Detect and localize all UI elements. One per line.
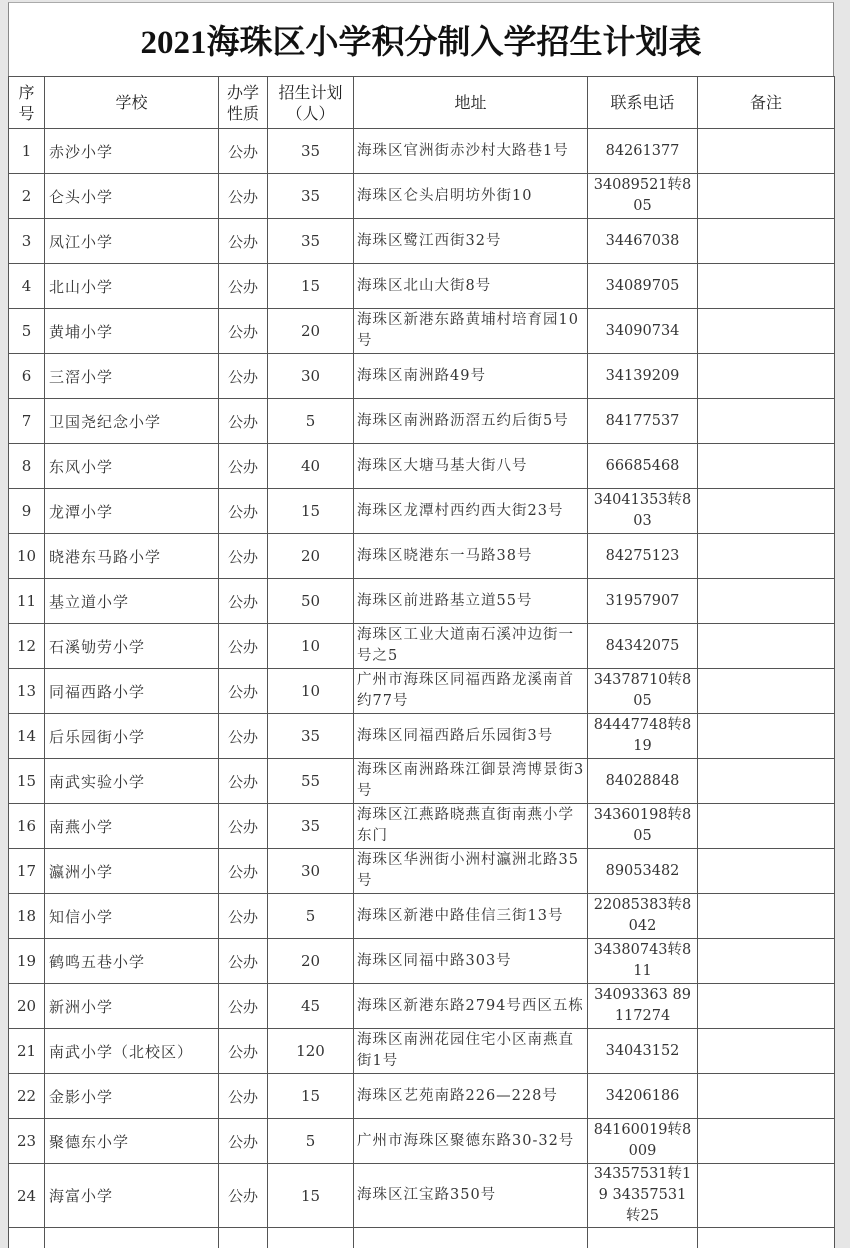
- cell-note: [698, 219, 835, 264]
- header-row: [9, 77, 835, 129]
- cell-note: [698, 669, 835, 714]
- cell-plan: 45: [268, 984, 354, 1029]
- cell-note: [698, 174, 835, 219]
- cell-index: 21: [9, 1029, 45, 1074]
- cell-phone: 84447748转819: [588, 714, 698, 759]
- header-plan: [268, 77, 354, 129]
- table-row: [9, 129, 835, 174]
- cell-type: 公办: [219, 759, 268, 804]
- cell-address: [354, 1228, 588, 1248]
- cell-school: 基立道小学: [45, 579, 219, 624]
- cell-phone: 84177537: [588, 399, 698, 444]
- cell-school: [45, 1228, 219, 1248]
- cell-school: 仑头小学: [45, 174, 219, 219]
- cell-plan: 20: [268, 534, 354, 579]
- cell-plan: 55: [268, 759, 354, 804]
- cell-type: 公办: [219, 714, 268, 759]
- table-row: [9, 579, 835, 624]
- cell-plan: 5: [268, 399, 354, 444]
- cell-plan: 15: [268, 264, 354, 309]
- table-row: [9, 354, 835, 399]
- cell-type: 公办: [219, 399, 268, 444]
- cell-address: 海珠区前进路基立道55号: [354, 579, 588, 624]
- cell-index: 3: [9, 219, 45, 264]
- cell-school: 东风小学: [45, 444, 219, 489]
- cell-phone: 34357531转19 34357531转25: [588, 1164, 698, 1228]
- cell-type: 公办: [219, 219, 268, 264]
- cell-school: 金影小学: [45, 1074, 219, 1119]
- cell-index: 12: [9, 624, 45, 669]
- cell-type: 公办: [219, 894, 268, 939]
- cell-index: 1: [9, 129, 45, 174]
- cell-plan: 35: [268, 174, 354, 219]
- cell-plan: 50: [268, 579, 354, 624]
- cell-index: 19: [9, 939, 45, 984]
- cell-plan: 30: [268, 849, 354, 894]
- cell-note: [698, 264, 835, 309]
- cell-note: [698, 1119, 835, 1164]
- cell-address: 海珠区南洲路沥滘五约后街5号: [354, 399, 588, 444]
- cell-type: 公办: [219, 1074, 268, 1119]
- cell-index: 20: [9, 984, 45, 1029]
- table-row: [9, 939, 835, 984]
- table-row: [9, 1164, 835, 1228]
- cell-type: 公办: [219, 264, 268, 309]
- table-row: [9, 624, 835, 669]
- cell-plan: 20: [268, 939, 354, 984]
- cell-school: 凤江小学: [45, 219, 219, 264]
- cell-note: [698, 309, 835, 354]
- cell-address: 海珠区华洲街小洲村瀛洲北路35号: [354, 849, 588, 894]
- cell-index: [9, 1228, 45, 1248]
- cell-type: 公办: [219, 174, 268, 219]
- cell-phone: 34206186: [588, 1074, 698, 1119]
- cell-note: [698, 1074, 835, 1119]
- cell-plan: 5: [268, 894, 354, 939]
- cell-index: 11: [9, 579, 45, 624]
- cell-address: 海珠区新港东路2794号西区五栋: [354, 984, 588, 1029]
- cell-school: 知信小学: [45, 894, 219, 939]
- cell-type: [219, 1228, 268, 1248]
- cell-phone: 84160019转8009: [588, 1119, 698, 1164]
- cell-type: 公办: [219, 444, 268, 489]
- cell-index: 15: [9, 759, 45, 804]
- cell-index: 7: [9, 399, 45, 444]
- cell-phone: 84275123: [588, 534, 698, 579]
- table-row: [9, 804, 835, 849]
- cell-address: 海珠区江宝路350号: [354, 1164, 588, 1228]
- cell-note: [698, 399, 835, 444]
- header-school: 学校: [45, 77, 219, 129]
- cell-note: [698, 534, 835, 579]
- cell-index: 2: [9, 174, 45, 219]
- cell-school: 聚德东小学: [45, 1119, 219, 1164]
- table-row: [9, 534, 835, 579]
- cell-address: 海珠区江燕路晓燕直街南燕小学东门: [354, 804, 588, 849]
- table-row: [9, 669, 835, 714]
- table-row: [9, 444, 835, 489]
- cell-note: [698, 984, 835, 1029]
- cell-plan: 35: [268, 219, 354, 264]
- cell-school: 鹤鸣五巷小学: [45, 939, 219, 984]
- cell-address: 海珠区同福西路后乐园街3号: [354, 714, 588, 759]
- cell-index: 17: [9, 849, 45, 894]
- cell-note: [698, 489, 835, 534]
- cell-plan: 40: [268, 444, 354, 489]
- cell-address: 海珠区工业大道南石溪冲边街一号之5: [354, 624, 588, 669]
- enrollment-table: [8, 76, 835, 1248]
- cell-school: 黄埔小学: [45, 309, 219, 354]
- cell-address: 海珠区艺苑南路226—228号: [354, 1074, 588, 1119]
- cell-phone: 34378710转805: [588, 669, 698, 714]
- cell-type: 公办: [219, 489, 268, 534]
- cell-address: 海珠区仑头启明坊外街10: [354, 174, 588, 219]
- cell-note: [698, 894, 835, 939]
- table-row: [9, 1029, 835, 1074]
- cell-address: 海珠区南洲路49号: [354, 354, 588, 399]
- cell-phone: 34043152: [588, 1029, 698, 1074]
- cell-note: [698, 759, 835, 804]
- cell-type: 公办: [219, 354, 268, 399]
- cell-note: [698, 714, 835, 759]
- cell-school: 后乐园街小学: [45, 714, 219, 759]
- cell-phone: 89053482: [588, 849, 698, 894]
- cell-address: 海珠区新港中路佳信三街13号: [354, 894, 588, 939]
- cell-phone: [588, 1228, 698, 1248]
- cell-phone: 84028848: [588, 759, 698, 804]
- cell-type: 公办: [219, 309, 268, 354]
- cell-phone: 34139209: [588, 354, 698, 399]
- cell-note: [698, 939, 835, 984]
- cell-note: [698, 129, 835, 174]
- cell-school: 北山小学: [45, 264, 219, 309]
- cell-plan: 10: [268, 669, 354, 714]
- header-plan-line2: （人）: [268, 103, 353, 124]
- cell-index: 13: [9, 669, 45, 714]
- header-index-line2: 号: [9, 103, 44, 124]
- cell-school: 龙潭小学: [45, 489, 219, 534]
- cell-note: [698, 849, 835, 894]
- cell-phone: 34041353转803: [588, 489, 698, 534]
- cell-phone: 22085383转8042: [588, 894, 698, 939]
- cell-phone: 34089521转805: [588, 174, 698, 219]
- cell-school: 南武小学（北校区）: [45, 1029, 219, 1074]
- cell-address: 海珠区大塘马基大街八号: [354, 444, 588, 489]
- cell-index: 18: [9, 894, 45, 939]
- header-index-line1: 序: [9, 82, 44, 103]
- table-row: [9, 759, 835, 804]
- cell-address: 海珠区晓港东一马路38号: [354, 534, 588, 579]
- cell-address: 广州市海珠区聚德东路30-32号: [354, 1119, 588, 1164]
- cell-school: 南燕小学: [45, 804, 219, 849]
- table-row: [9, 264, 835, 309]
- cell-school: 新洲小学: [45, 984, 219, 1029]
- cell-school: 石溪劬劳小学: [45, 624, 219, 669]
- table-row: [9, 984, 835, 1029]
- cell-note: [698, 354, 835, 399]
- cell-index: 24: [9, 1164, 45, 1228]
- cell-phone: 31957907: [588, 579, 698, 624]
- cell-phone: 84342075: [588, 624, 698, 669]
- cell-index: 9: [9, 489, 45, 534]
- cell-note: [698, 444, 835, 489]
- cell-note: [698, 804, 835, 849]
- cell-index: 16: [9, 804, 45, 849]
- cell-phone: 34093363 89117274: [588, 984, 698, 1029]
- cell-school: 三滘小学: [45, 354, 219, 399]
- cell-index: 4: [9, 264, 45, 309]
- cell-plan: 15: [268, 1164, 354, 1228]
- cell-type: 公办: [219, 129, 268, 174]
- cell-plan: 35: [268, 714, 354, 759]
- cell-type: 公办: [219, 984, 268, 1029]
- cell-phone: 34467038: [588, 219, 698, 264]
- header-type-line1: 办学: [219, 82, 267, 103]
- header-phone: 联系电话: [588, 77, 698, 129]
- cell-type: 公办: [219, 534, 268, 579]
- cell-plan: 30: [268, 354, 354, 399]
- cell-phone: 84261377: [588, 129, 698, 174]
- table-row: [9, 894, 835, 939]
- cell-index: 14: [9, 714, 45, 759]
- cell-address: 海珠区龙潭村西约西大街23号: [354, 489, 588, 534]
- cell-type: 公办: [219, 804, 268, 849]
- header-note: 备注: [698, 77, 835, 129]
- cell-type: 公办: [219, 1119, 268, 1164]
- spreadsheet-page: [8, 2, 834, 1248]
- table-row: [9, 219, 835, 264]
- cell-type: 公办: [219, 849, 268, 894]
- cell-phone: 66685468: [588, 444, 698, 489]
- cell-address: 海珠区同福中路303号: [354, 939, 588, 984]
- cell-plan: [268, 1228, 354, 1248]
- header-plan-line1: 招生计划: [268, 82, 353, 103]
- header-type-line2: 性质: [219, 103, 267, 124]
- cell-plan: 35: [268, 804, 354, 849]
- cell-school: 同福西路小学: [45, 669, 219, 714]
- header-index: [9, 77, 45, 129]
- cell-note: [698, 624, 835, 669]
- cell-school: 瀛洲小学: [45, 849, 219, 894]
- cell-plan: 15: [268, 1074, 354, 1119]
- cell-plan: 120: [268, 1029, 354, 1074]
- table-row: [9, 849, 835, 894]
- cell-note: [698, 1164, 835, 1228]
- cell-school: 海富小学: [45, 1164, 219, 1228]
- cell-index: 8: [9, 444, 45, 489]
- cell-school: 晓港东马路小学: [45, 534, 219, 579]
- page-title: 2021海珠区小学积分制入学招生计划表: [8, 2, 834, 76]
- table-row: [9, 1119, 835, 1164]
- cell-index: 22: [9, 1074, 45, 1119]
- cell-address: 海珠区北山大街8号: [354, 264, 588, 309]
- cell-address: 海珠区新港东路黄埔村培育园10号: [354, 309, 588, 354]
- header-type: [219, 77, 268, 129]
- cell-note: [698, 1228, 835, 1248]
- cell-address: 海珠区南洲花园住宅小区南燕直街1号: [354, 1029, 588, 1074]
- cell-index: 5: [9, 309, 45, 354]
- table-row: [9, 1074, 835, 1119]
- cell-type: 公办: [219, 939, 268, 984]
- cell-plan: 20: [268, 309, 354, 354]
- cell-phone: 34360198转805: [588, 804, 698, 849]
- cell-address: 海珠区官洲街赤沙村大路巷1号: [354, 129, 588, 174]
- cell-plan: 5: [268, 1119, 354, 1164]
- table-row: [9, 489, 835, 534]
- cell-address: 海珠区南洲路珠江御景湾博景街3号: [354, 759, 588, 804]
- table-row: [9, 714, 835, 759]
- cell-type: 公办: [219, 669, 268, 714]
- cell-phone: 34090734: [588, 309, 698, 354]
- table-row: [9, 174, 835, 219]
- cell-plan: 15: [268, 489, 354, 534]
- header-address: 地址: [354, 77, 588, 129]
- cell-school: 南武实验小学: [45, 759, 219, 804]
- cell-index: 23: [9, 1119, 45, 1164]
- cell-type: 公办: [219, 1029, 268, 1074]
- cell-note: [698, 1029, 835, 1074]
- cell-type: 公办: [219, 579, 268, 624]
- cell-index: 6: [9, 354, 45, 399]
- cell-index: 10: [9, 534, 45, 579]
- cell-phone: 34089705: [588, 264, 698, 309]
- table-row: [9, 309, 835, 354]
- table-row: [9, 399, 835, 444]
- cell-plan: 35: [268, 129, 354, 174]
- table-row-partial: [9, 1228, 835, 1248]
- cell-school: 卫国尧纪念小学: [45, 399, 219, 444]
- cell-school: 赤沙小学: [45, 129, 219, 174]
- cell-type: 公办: [219, 1164, 268, 1228]
- cell-type: 公办: [219, 624, 268, 669]
- cell-plan: 10: [268, 624, 354, 669]
- cell-phone: 34380743转811: [588, 939, 698, 984]
- cell-address: 海珠区鹭江西街32号: [354, 219, 588, 264]
- cell-note: [698, 579, 835, 624]
- cell-address: 广州市海珠区同福西路龙溪南首约77号: [354, 669, 588, 714]
